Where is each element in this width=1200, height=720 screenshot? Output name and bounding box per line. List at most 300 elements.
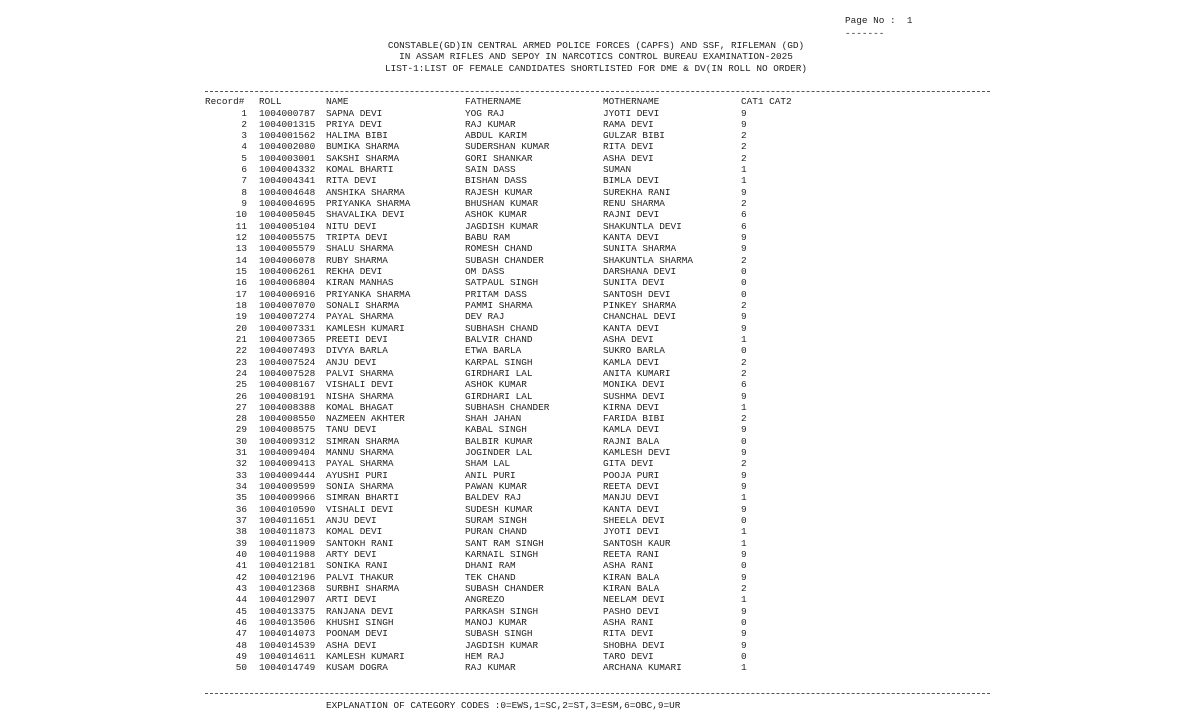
- mother-name: SUKRO BARLA: [603, 345, 665, 357]
- father-name: RAJ KUMAR: [465, 662, 516, 674]
- record-number: 15: [235, 265, 247, 277]
- father-name: RAJESH KUMAR: [465, 186, 533, 198]
- roll-number: 1004005045: [259, 209, 316, 221]
- candidate-name: SIMRAN SHARMA: [326, 435, 400, 447]
- table-row: [205, 481, 905, 492]
- candidate-name: ASHA DEVI: [326, 639, 377, 651]
- candidate-name: MANNU SHARMA: [326, 447, 394, 459]
- candidate-name: SIMRAN BHARTI: [326, 492, 400, 504]
- record-number: 2: [241, 118, 247, 130]
- record-number: 38: [235, 526, 247, 538]
- category-1: 9: [741, 118, 747, 130]
- table-row: [205, 379, 905, 390]
- father-name: SAIN DASS: [465, 164, 516, 176]
- candidate-name: ARTI DEVI: [326, 594, 377, 606]
- table-row: [205, 323, 905, 334]
- father-name: GORI SHANKAR: [465, 152, 533, 164]
- roll-number: 1004014539: [259, 639, 316, 651]
- candidate-name: TANU DEVI: [326, 424, 377, 436]
- roll-number: 1004007528: [259, 367, 316, 379]
- roll-number: 1004004648: [259, 186, 316, 198]
- roll-number: 1004006804: [259, 277, 316, 289]
- father-name: JAGDISH KUMAR: [465, 639, 539, 651]
- category-1: 2: [741, 356, 747, 368]
- table-row: [205, 436, 905, 447]
- record-number: 20: [235, 322, 247, 334]
- roll-number: 1004001562: [259, 130, 316, 142]
- record-number: 21: [235, 333, 247, 345]
- roll-number: 1004011651: [259, 515, 316, 527]
- father-name: SHAH JAHAN: [465, 413, 522, 425]
- candidate-name: PRIYA DEVI: [326, 118, 383, 130]
- mother-name: ANITA KUMARI: [603, 367, 671, 379]
- roll-number: 1004004341: [259, 175, 316, 187]
- category-1: 0: [741, 277, 747, 289]
- roll-number: 1004009312: [259, 435, 316, 447]
- father-name: SUBHASH CHANDER: [465, 401, 550, 413]
- candidate-name: ANJU DEVI: [326, 356, 377, 368]
- candidate-name: RITA DEVI: [326, 175, 377, 187]
- father-name: PURAN CHAND: [465, 526, 527, 538]
- page-number-value: 1: [906, 15, 913, 26]
- mother-name: SUSHMA DEVI: [603, 390, 665, 402]
- table-row: [205, 266, 905, 277]
- candidate-name: SHALU SHARMA: [326, 243, 394, 255]
- record-number: 23: [235, 356, 247, 368]
- father-name: BALVIR CHAND: [465, 333, 533, 345]
- mother-name: SHAKUNTLA SHARMA: [603, 254, 694, 266]
- roll-number: 1004012368: [259, 582, 316, 594]
- father-name: SUDERSHAN KUMAR: [465, 141, 550, 153]
- father-name: SANT RAM SINGH: [465, 537, 544, 549]
- record-number: 41: [235, 560, 247, 572]
- mother-name: SUREKHA RANI: [603, 186, 671, 198]
- mother-name: JYOTI DEVI: [603, 526, 660, 538]
- table-row: [205, 572, 905, 583]
- top-divider: [205, 91, 990, 92]
- roll-number: 1004008191: [259, 390, 316, 402]
- record-number: 40: [235, 548, 247, 560]
- mother-name: RAJNI BALA: [603, 435, 660, 447]
- table-row: [205, 662, 905, 673]
- table-row: [205, 651, 905, 662]
- mother-name: POOJA PURI: [603, 469, 660, 481]
- category-1: 1: [741, 492, 747, 504]
- record-number: 46: [235, 616, 247, 628]
- father-name: SUBASH CHANDER: [465, 254, 544, 266]
- table-row: [205, 277, 905, 288]
- category-1: 9: [741, 243, 747, 255]
- roll-number: 1004010590: [259, 503, 316, 515]
- roll-number: 1004013506: [259, 616, 316, 628]
- candidate-name: PAYAL SHARMA: [326, 311, 394, 323]
- candidate-name: KOMAL BHAGAT: [326, 401, 394, 413]
- father-name: SUBHASH CHAND: [465, 322, 539, 334]
- candidate-name: KHUSHI SINGH: [326, 616, 394, 628]
- candidate-name: NAZMEEN AKHTER: [326, 413, 405, 425]
- mother-name: KANTA DEVI: [603, 232, 660, 244]
- category-1: 2: [741, 254, 747, 266]
- mother-name: SANTOSH DEVI: [603, 288, 671, 300]
- category-1: 9: [741, 639, 747, 651]
- table-row: [205, 402, 905, 413]
- candidate-name: SURBHI SHARMA: [326, 582, 400, 594]
- category-1: 1: [741, 401, 747, 413]
- roll-number: 1004006261: [259, 265, 316, 277]
- father-name: SHAM LAL: [465, 458, 511, 470]
- mother-name: JYOTI DEVI: [603, 107, 660, 119]
- mother-name: SUNITA DEVI: [603, 277, 665, 289]
- candidate-name: PALVI SHARMA: [326, 367, 394, 379]
- record-number: 43: [235, 582, 247, 594]
- category-1: 0: [741, 345, 747, 357]
- roll-number: 1004014611: [259, 650, 316, 662]
- category-1: 6: [741, 209, 747, 221]
- category-1: 2: [741, 152, 747, 164]
- category-1: 1: [741, 526, 747, 538]
- father-name: DHANI RAM: [465, 560, 516, 572]
- mother-name: FARIDA BIBI: [603, 413, 665, 425]
- father-name: MANOJ KUMAR: [465, 616, 527, 628]
- category-1: 9: [741, 548, 747, 560]
- candidate-name: RUBY SHARMA: [326, 254, 388, 266]
- table-row: [205, 549, 905, 560]
- mother-name: SUMAN: [603, 164, 632, 176]
- roll-number: 1004007524: [259, 356, 316, 368]
- table-row: [205, 164, 905, 175]
- category-1: 2: [741, 458, 747, 470]
- category-1: 9: [741, 311, 747, 323]
- record-number: 16: [235, 277, 247, 289]
- table-row: [205, 492, 905, 503]
- category-1: 1: [741, 662, 747, 674]
- category-1: 2: [741, 198, 747, 210]
- header-roll: ROLL: [259, 96, 282, 107]
- roll-number: 1004008388: [259, 401, 316, 413]
- candidate-name: REKHA DEVI: [326, 265, 383, 277]
- father-name: ROMESH CHAND: [465, 243, 533, 255]
- header-mothername: MOTHERNAME: [603, 96, 660, 107]
- table-row: [205, 560, 905, 571]
- record-number: 39: [235, 537, 247, 549]
- mother-name: MANJU DEVI: [603, 492, 660, 504]
- mother-name: ASHA DEVI: [603, 333, 654, 345]
- roll-number: 1004011909: [259, 537, 316, 549]
- roll-number: 1004007493: [259, 345, 316, 357]
- candidate-name: KAMLESH KUMARI: [326, 322, 405, 334]
- record-number: 34: [235, 481, 247, 493]
- mother-name: BIMLA DEVI: [603, 175, 660, 187]
- father-name: HEM RAJ: [465, 650, 505, 662]
- mother-name: MONIKA DEVI: [603, 379, 665, 391]
- category-1: 9: [741, 469, 747, 481]
- page-number-label: Page No :: [845, 15, 896, 26]
- father-name: BISHAN DASS: [465, 175, 527, 187]
- category-1: 0: [741, 435, 747, 447]
- record-number: 36: [235, 503, 247, 515]
- header-name: NAME: [326, 96, 349, 107]
- record-number: 8: [241, 186, 247, 198]
- roll-number: 1004002080: [259, 141, 316, 153]
- candidate-name: AYUSHI PURI: [326, 469, 388, 481]
- mother-name: ASHA DEVI: [603, 152, 654, 164]
- table-row: [205, 617, 905, 628]
- candidate-name: VISHALI DEVI: [326, 503, 394, 515]
- table-row: [205, 368, 905, 379]
- roll-number: 1004012907: [259, 594, 316, 606]
- candidate-name: NISHA SHARMA: [326, 390, 394, 402]
- father-name: BABU RAM: [465, 232, 511, 244]
- candidate-name: SAPNA DEVI: [326, 107, 383, 119]
- roll-number: 1004005575: [259, 232, 316, 244]
- record-number: 45: [235, 605, 247, 617]
- record-number: 33: [235, 469, 247, 481]
- table-row: [205, 130, 905, 141]
- category-1: 9: [741, 232, 747, 244]
- bottom-divider: [205, 693, 990, 694]
- candidate-name: ANJU DEVI: [326, 515, 377, 527]
- table-row: [205, 187, 905, 198]
- table-row: [205, 243, 905, 254]
- table-row: [205, 413, 905, 424]
- father-name: SUDESH KUMAR: [465, 503, 533, 515]
- record-number: 4: [241, 141, 247, 153]
- father-name: DEV RAJ: [465, 311, 505, 323]
- roll-number: 1004009599: [259, 481, 316, 493]
- table-row: [205, 119, 905, 130]
- category-1: 0: [741, 650, 747, 662]
- record-number: 31: [235, 447, 247, 459]
- category-1: 9: [741, 605, 747, 617]
- candidate-name: SANTOKH RANI: [326, 537, 394, 549]
- category-1: 9: [741, 628, 747, 640]
- roll-number: 1004013375: [259, 605, 316, 617]
- table-row: [205, 209, 905, 220]
- table-row: [205, 447, 905, 458]
- title-line-3: LIST-1:LIST OF FEMALE CANDIDATES SHORTLISTED FOR DME & DV(IN ROLL NO ORDER): [385, 62, 807, 74]
- record-number: 42: [235, 571, 247, 583]
- record-number: 30: [235, 435, 247, 447]
- roll-number: 1004004332: [259, 164, 316, 176]
- father-name: JOGINDER LAL: [465, 447, 533, 459]
- father-name: BALDEV RAJ: [465, 492, 522, 504]
- category-1: 6: [741, 379, 747, 391]
- mother-name: ASHA RANI: [603, 616, 654, 628]
- candidate-name: KOMAL DEVI: [326, 526, 383, 538]
- category-1: 0: [741, 616, 747, 628]
- category-1: 9: [741, 447, 747, 459]
- document-title: [0, 40, 1192, 74]
- father-name: ANIL PURI: [465, 469, 516, 481]
- category-1: 6: [741, 220, 747, 232]
- father-name: ETWA BARLA: [465, 345, 522, 357]
- record-number: 25: [235, 379, 247, 391]
- table-row: [205, 153, 905, 164]
- candidate-name: PALVI THAKUR: [326, 571, 394, 583]
- candidate-name: DIVYA BARLA: [326, 345, 388, 357]
- mother-name: TARO DEVI: [603, 650, 654, 662]
- record-number: 11: [235, 220, 247, 232]
- roll-number: 1004007070: [259, 299, 316, 311]
- father-name: OM DASS: [465, 265, 505, 277]
- roll-number: 1004005104: [259, 220, 316, 232]
- roll-number: 1004011873: [259, 526, 316, 538]
- category-1: 2: [741, 582, 747, 594]
- candidate-name: ANSHIKA SHARMA: [326, 186, 405, 198]
- table-row: [205, 334, 905, 345]
- table-row: [205, 221, 905, 232]
- father-name: ASHOK KUMAR: [465, 379, 527, 391]
- father-name: PAMMI SHARMA: [465, 299, 533, 311]
- father-name: TEK CHAND: [465, 571, 516, 583]
- candidate-name: NITU DEVI: [326, 220, 377, 232]
- table-row: [205, 606, 905, 617]
- roll-number: 1004000787: [259, 107, 316, 119]
- record-number: 6: [241, 164, 247, 176]
- category-1: 2: [741, 299, 747, 311]
- table-row: [205, 198, 905, 209]
- table-row: [205, 300, 905, 311]
- mother-name: KANTA DEVI: [603, 322, 660, 334]
- roll-number: 1004006078: [259, 254, 316, 266]
- roll-number: 1004009404: [259, 447, 316, 459]
- record-number: 29: [235, 424, 247, 436]
- father-name: KABAL SINGH: [465, 424, 527, 436]
- header-categories: CAT1 CAT2: [741, 96, 792, 107]
- record-number: 37: [235, 515, 247, 527]
- father-name: BHUSHAN KUMAR: [465, 198, 539, 210]
- title-line-1: CONSTABLE(GD)IN CENTRAL ARMED POLICE FORCES (CAPFS) AND SSF, RIFLEMAN (GD): [387, 40, 805, 51]
- category-1: 0: [741, 560, 747, 572]
- roll-number: 1004012196: [259, 571, 316, 583]
- table-row: [205, 141, 905, 152]
- record-number: 32: [235, 458, 247, 470]
- record-number: 24: [235, 367, 247, 379]
- record-number: 35: [235, 492, 247, 504]
- roll-number: 1004008550: [259, 413, 316, 425]
- mother-name: ARCHANA KUMARI: [603, 662, 682, 674]
- candidate-name: PAYAL SHARMA: [326, 458, 394, 470]
- candidate-name: VISHALI DEVI: [326, 379, 394, 391]
- record-number: 19: [235, 311, 247, 323]
- category-1: 9: [741, 322, 747, 334]
- table-row: [205, 538, 905, 549]
- table-row: [205, 311, 905, 322]
- mother-name: RITA DEVI: [603, 141, 654, 153]
- roll-number: 1004004695: [259, 198, 316, 210]
- table-row: [205, 391, 905, 402]
- category-1: 9: [741, 186, 747, 198]
- category-1: 9: [741, 424, 747, 436]
- record-number: 47: [235, 628, 247, 640]
- father-name: SURAM SINGH: [465, 515, 527, 527]
- record-number: 17: [235, 288, 247, 300]
- mother-name: PINKEY SHARMA: [603, 299, 677, 311]
- category-1: 1: [741, 537, 747, 549]
- mother-name: KIRNA DEVI: [603, 401, 660, 413]
- candidate-name: SONIKA RANI: [326, 560, 388, 572]
- table-row: [205, 255, 905, 266]
- table-row: [205, 628, 905, 639]
- roll-number: 1004006916: [259, 288, 316, 300]
- category-1: 0: [741, 265, 747, 277]
- record-number: 48: [235, 639, 247, 651]
- table-row: [205, 458, 905, 469]
- table-row: [205, 515, 905, 526]
- table-row: [205, 232, 905, 243]
- mother-name: SHEELA DEVI: [603, 515, 665, 527]
- record-number: 10: [235, 209, 247, 221]
- roll-number: 1004003001: [259, 152, 316, 164]
- father-name: ASHOK KUMAR: [465, 209, 527, 221]
- mother-name: PASHO DEVI: [603, 605, 660, 617]
- roll-number: 1004009444: [259, 469, 316, 481]
- roll-number: 1004009966: [259, 492, 316, 504]
- mother-name: SUNITA SHARMA: [603, 243, 677, 255]
- candidate-name: KUSAM DOGRA: [326, 662, 388, 674]
- mother-name: NEELAM DEVI: [603, 594, 665, 606]
- roll-number: 1004009413: [259, 458, 316, 470]
- record-number: 28: [235, 413, 247, 425]
- father-name: SATPAUL SINGH: [465, 277, 539, 289]
- table-row: [205, 357, 905, 368]
- table-row: [205, 289, 905, 300]
- father-name: ANGREZO: [465, 594, 505, 606]
- category-1: 2: [741, 141, 747, 153]
- record-number: 3: [241, 130, 247, 142]
- mother-name: RAMA DEVI: [603, 118, 654, 130]
- roll-number: 1004007274: [259, 311, 316, 323]
- record-number: 14: [235, 254, 247, 266]
- roll-number: 1004001315: [259, 118, 316, 130]
- mother-name: KAMLESH DEVI: [603, 447, 671, 459]
- candidate-name: HALIMA BIBI: [326, 130, 388, 142]
- mother-name: SHOBHA DEVI: [603, 639, 665, 651]
- father-name: PARKASH SINGH: [465, 605, 539, 617]
- roll-number: 1004007331: [259, 322, 316, 334]
- record-number: 50: [235, 662, 247, 674]
- father-name: GIRDHARI LAL: [465, 390, 533, 402]
- father-name: PAWAN KUMAR: [465, 481, 527, 493]
- record-number: 22: [235, 345, 247, 357]
- mother-name: REETA DEVI: [603, 481, 660, 493]
- candidate-name: KAMLESH KUMARI: [326, 650, 405, 662]
- roll-number: 1004005579: [259, 243, 316, 255]
- title-line-2: IN ASSAM RIFLES AND SEPOY IN NARCOTICS CONTROL BUREAU EXAMINATION-2025: [399, 51, 793, 63]
- candidate-name: POONAM DEVI: [326, 628, 388, 640]
- category-1: 9: [741, 107, 747, 119]
- roll-number: 1004011988: [259, 548, 316, 560]
- mother-name: KIRAN BALA: [603, 582, 660, 594]
- candidate-name: KIRAN MANHAS: [326, 277, 394, 289]
- category-1: 2: [741, 413, 747, 425]
- candidate-name: BUMIKA SHARMA: [326, 141, 400, 153]
- roll-number: 1004007365: [259, 333, 316, 345]
- roll-number: 1004014749: [259, 662, 316, 674]
- mother-name: CHANCHAL DEVI: [603, 311, 677, 323]
- mother-name: SHAKUNTLA DEVI: [603, 220, 682, 232]
- table-row: [205, 175, 905, 186]
- mother-name: RENU SHARMA: [603, 198, 665, 210]
- mother-name: KAMLA DEVI: [603, 356, 660, 368]
- record-number: 13: [235, 243, 247, 255]
- record-number: 27: [235, 401, 247, 413]
- table-row: [205, 526, 905, 537]
- father-name: SUBASH SINGH: [465, 628, 533, 640]
- father-name: ABDUL KARIM: [465, 130, 527, 142]
- table-row: [205, 594, 905, 605]
- mother-name: GITA DEVI: [603, 458, 654, 470]
